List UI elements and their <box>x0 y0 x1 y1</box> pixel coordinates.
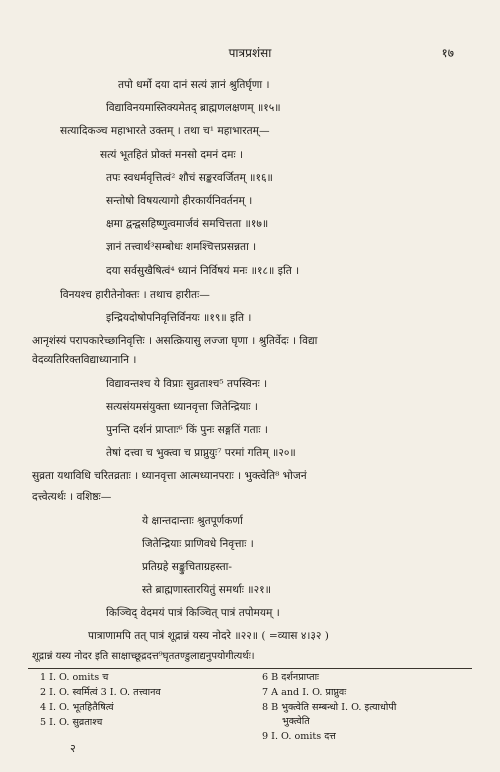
verse-line: तपो धर्मो दया दानं सत्यं ज्ञानं श्रुतिर्घृणा । <box>118 79 270 91</box>
verse-line: विद्याविनयमास्तिक्यमेतद् ब्राह्मणलक्षणम् ॥१५॥ <box>106 102 281 114</box>
verse-line: तपः स्वधर्मवृत्तित्वं² शौचं सङ्करवर्जितम् ॥१६॥ <box>106 172 273 184</box>
verse-line: किञ्चिद् वेदमयं पात्रं किञ्चित् पात्रं तपोमयम् । <box>106 607 280 619</box>
verse-line: पात्राणामपि तत् पात्रं शूद्रान्नं यस्य नोदरे ॥२२॥ ( =व्यास ४।३२ ) <box>88 630 329 642</box>
footnote-rule <box>28 668 472 669</box>
running-title: पात्रप्रशंसा <box>228 46 272 60</box>
verse-line: स्ते ब्राह्मणास्तारयितुं समर्थाः ॥२१॥ <box>142 584 271 596</box>
footnote: 7 A and I. O. प्राप्नुवः <box>262 687 347 698</box>
footnote: 1 I. O. omits च <box>40 672 109 683</box>
footnote: 9 I. O. omits दत्त <box>262 731 336 742</box>
prose-line: सुव्रता यथाविधि चरितव्रताः । ध्यानवृत्ता आत्मध्यानपराः । भुक्त्वेति⁸ भोजनं <box>32 470 307 482</box>
verse-line: सत्यं भूतहितं प्रोक्तं मनसो दमनं दमः । <box>100 149 244 161</box>
sutra-line: इन्द्रियदोषोपनिवृत्तिर्विनयः ॥१९॥ इति । <box>106 312 252 324</box>
footnote: 5 I. O. सुव्रताश्च <box>40 717 103 728</box>
prose-line: विनयश्च हारीतेनोक्तः । तथाच हारीतः— <box>60 289 210 301</box>
verse-line: ये क्षान्तदान्ताः श्रुतपूर्णकर्णा <box>142 515 243 527</box>
prose-line: वेदव्यतिरिक्तविद्याध्यानानि । <box>32 354 137 366</box>
signature-mark: २ <box>70 742 76 755</box>
footnote: 4 I. O. भूतहितैषित्वं <box>40 702 114 713</box>
prose-line: आनृशंस्यं परापकारेच्छानिवृत्तिः । असत्क्रियासु लज्जा घृणा । श्रुतिर्वेदः । विद्या <box>32 335 318 347</box>
footnote: भुक्त्वेति <box>282 716 310 727</box>
footnote: 6 B दर्शनप्राप्ताः <box>262 672 319 683</box>
verse-line: सत्यसंयमसंयुक्ता ध्यानवृत्ता जितेन्द्रियाः । <box>106 401 258 413</box>
verse-line: दया सर्वसुखैषित्वं⁴ ध्यानं निर्विषयं मनः ॥१८॥ इति । <box>106 265 300 277</box>
footnote: 2 I. O. स्वर्मित्वं 3 I. O. तत्त्वानव <box>40 687 161 698</box>
verse-line: क्षमा द्वन्द्वसहिष्णुत्वमार्जवं समचित्तता ॥१७॥ <box>106 218 269 230</box>
prose-line: सत्यादिकञ्च महाभारते उक्तम् । तथा च¹ महाभारतम्— <box>60 125 270 137</box>
verse-line: ज्ञानं तत्त्वार्थ³सम्बोधः शमश्चित्तप्रसन्नता । <box>106 241 257 253</box>
footnote: 8 B भुक्त्वेति सम्बन्धो I. O. इत्याधोपी <box>262 702 397 713</box>
prose-line: दत्त्वेत्यर्थः । वशिष्ठः— <box>32 491 112 503</box>
verse-line: सन्तोषो विषयत्यागो हीरकार्यनिवर्तनम् । <box>106 195 253 207</box>
verse-line: प्रतिग्रहे सङ्कुचिताग्रहस्ता- <box>142 561 232 573</box>
verse-line: जितेन्द्रियाः प्राणिवधे निवृत्ताः । <box>142 538 254 550</box>
verse-line: पुनन्ति दर्शनं प्राप्ताः⁶ किं पुनः सङ्गतिं गताः । <box>106 424 268 436</box>
prose-line: शूद्रान्नं यस्य नोदर इति साक्षाच्छूद्रदत्त⁹घृततण्डुलाद्यनुपयोगीत्यर्थः। <box>32 651 255 662</box>
verse-line: तेषां दत्त्वा च भुक्त्वा च प्राप्नुयुः⁷ परमां गतिम् ॥२०॥ <box>106 447 296 459</box>
verse-line: विद्यावन्तश्च ये विप्राः सुव्रताश्च⁵ तपस्विनः । <box>106 378 268 390</box>
page-number: १७ <box>441 46 454 60</box>
